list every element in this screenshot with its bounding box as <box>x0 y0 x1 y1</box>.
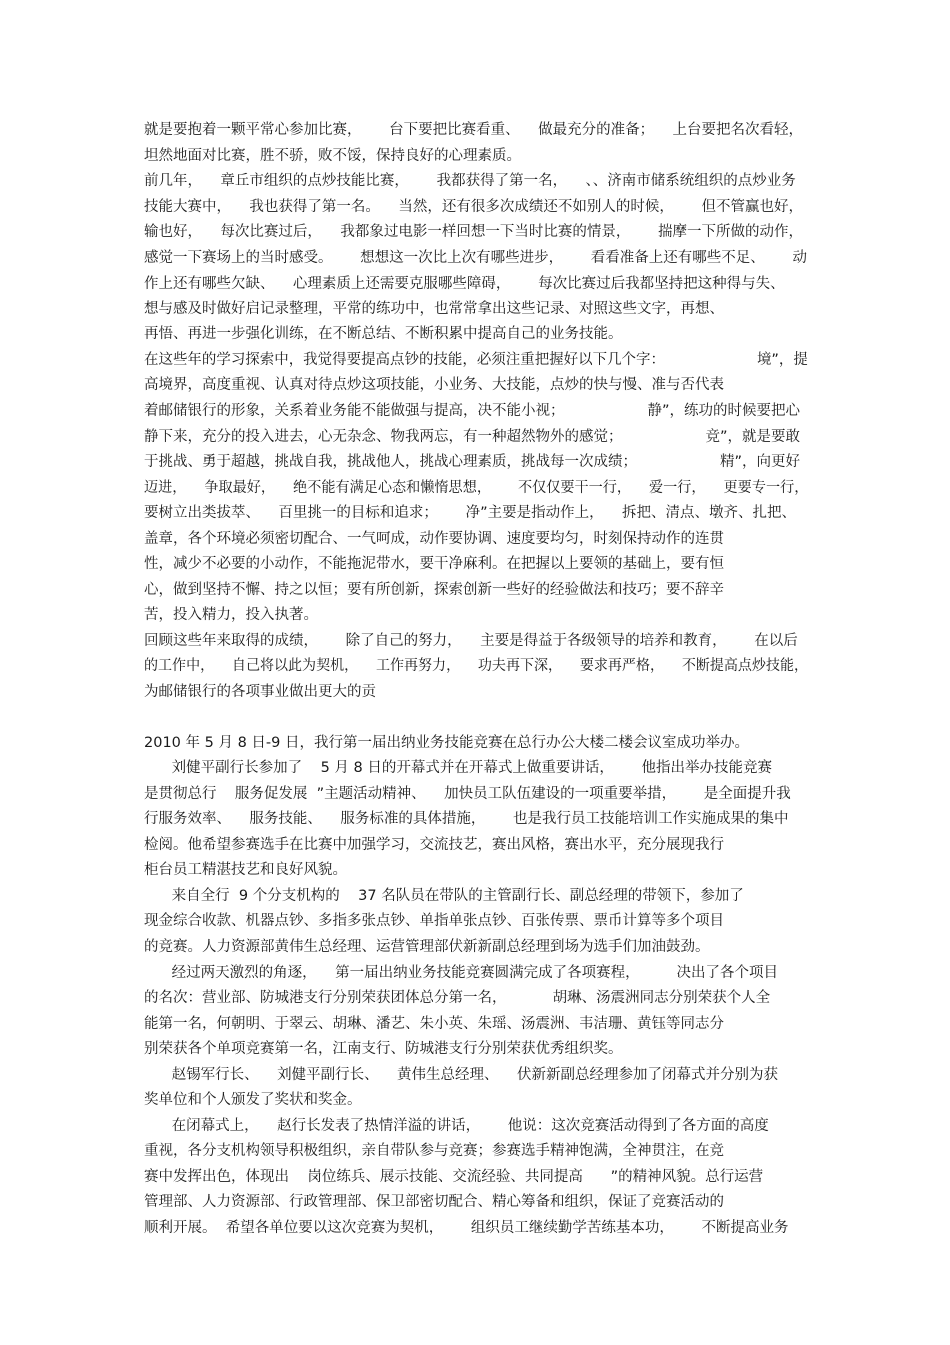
text-line: 在这些年的学习探索中，我觉得要提高点钞的技能，必须注重把握好以下几个字： 境”，提 <box>144 352 808 368</box>
text-line: 在闭幕式上， 赵行长发表了热情洋溢的讲话， 他说：这次竞赛活动得到了各方面的高度 <box>144 1118 769 1134</box>
text-line: 性，减少不必要的小动作，不能拖泥带水，要干净麻利。在把握以上要领的基础上，要有恒 <box>144 556 724 572</box>
text-line: 输也好， 每次比赛过后， 我都象过电影一样回想一下当时比赛的情景， 揣摩一下所做的动作， <box>144 224 804 240</box>
text-line: 2010 年 5 月 8 日-9 日，我行第一届出纳业务技能竞赛在总行办公大楼二楼会议室成功举办。 <box>144 735 749 751</box>
text-line: 的名次：营业部、防城港支行分别荣获团体总分第一名， 胡琳、汤震洲同志分别荣获个人全 <box>144 990 771 1006</box>
text-line: 高境界，高度重视、认真对待点炒这项技能，小业务、大技能，点炒的快与慢、准与否代表 <box>144 377 724 393</box>
text-line: 就是要抱着一颗平常心参加比赛， 台下要把比赛看重、 做最充分的准备； 上台要把名次看轻， <box>144 122 804 138</box>
text-line: 现金综合收款、机器点钞、多指多张点钞、单指单张点钞、百张传票、票币计算等多个项目 <box>144 913 724 929</box>
text-line: 苦，投入精力，投入执著。 <box>144 607 318 623</box>
text-line: 赵锡军行长、 刘健平副行长、 黄伟生总经理、 伏新新副总经理参加了闭幕式并分别为获 <box>144 1067 778 1083</box>
text-line: 着邮储银行的形象，关系着业务能不能做强与提高，决不能小视； 静”，练功的时候要把心 <box>144 403 800 419</box>
text-line: 要树立出类拔萃、 百里挑一的目标和追求； 净”主要是指动作上， 拆把、清点、墩齐、扎把、 <box>144 505 797 521</box>
text-line: 的工作中， 自己将以此为契机， 工作再努力， 功夫再下深， 要求再严格， 不断提高点炒技能， <box>144 658 809 674</box>
text-line: 前几年， 章丘市组织的点炒技能比赛， 我都获得了第一名， 、、济南市储系统组织的点炒业务 <box>144 173 796 189</box>
text-line: 奖单位和个人颁发了奖状和奖金。 <box>144 1092 362 1108</box>
text-line: 顺利开展。 希望各单位要以这次竞赛为契机， 组织员工继续勤学苦练基本功， 不断提高业务 <box>144 1220 789 1236</box>
text-line: 为邮储银行的各项事业做出更大的贡 <box>144 684 376 700</box>
text-line: 回顾这些年来取得的成绩， 除了自己的努力， 主要是得益于各级领导的培养和教育， 在以后 <box>144 633 798 649</box>
text-line: 的竞赛。人力资源部黄伟生总经理、运营管理部伏新新副总经理到场为选手们加油鼓劲。 <box>144 939 710 955</box>
text-line: 柜台员工精湛技艺和良好风貌。 <box>144 862 347 878</box>
text-line: 经过两天激烈的角逐， 第一届出纳业务技能竞赛圆满完成了各项赛程， 决出了各个项目 <box>144 965 778 981</box>
text-line: 行服务效率、 服务技能、 服务标准的具体措施， 也是我行员工技能培训工作实施成果的集中 <box>144 811 789 827</box>
text-line: 于挑战、勇于超越，挑战自我，挑战他人，挑战心理素质，挑战每一次成绩； 精”，向更好 <box>144 454 800 470</box>
text-line: 再悟、再进一步强化训练，在不断总结、不断积累中提高自己的业务技能。 <box>144 326 623 342</box>
text-line: 能第一名，何朝明、于翠云、胡琳、潘艺、朱小英、朱瑶、汤震洲、韦洁珊、黄钰等同志分 <box>144 1016 724 1032</box>
text-line: 别荣获各个单项竞赛第一名，江南支行、防城港支行分别荣获优秀组织奖。 <box>144 1041 623 1057</box>
text-line: 赛中发挥出色，体现出 岗位练兵、展示技能、交流经验、共同提高 ”的精神风貌。总行运营 <box>144 1169 764 1185</box>
text-line: 管理部、人力资源部、行政管理部、保卫部密切配合、精心筹备和组织，保证了竞赛活动的 <box>144 1194 724 1210</box>
text-line: 迈进， 争取最好， 绝不能有满足心态和懒惰思想， 不仅仅要干一行， 爱一行， 更要专一行， <box>144 480 809 496</box>
text-line: 坦然地面对比赛，胜不骄，败不馁，保持良好的心理素质。 <box>144 148 521 164</box>
text-line: 盖章，各个环境必须密切配合、一气呵成，动作要协调、速度要均匀，时刻保持动作的连贯 <box>144 531 724 547</box>
text-line: 检阅。他希望参赛选手在比赛中加强学习，交流技艺，赛出风格，赛出水平，充分展现我行 <box>144 837 724 853</box>
text-line: 静下来，充分的投入进去，心无杂念、物我两忘，有一种超然物外的感觉； 竞”，就是要敢 <box>144 429 800 445</box>
text-line: 刘健平副行长参加了 5 月 8 日的开幕式并在开幕式上做重要讲话， 他指出举办技能竞赛 <box>144 760 773 776</box>
text-line: 是贯彻总行 服务促发展 ”主题活动精神、 加快员工队伍建设的一项重要举措， 是全面提升我 <box>144 786 791 802</box>
text-line: 想与感及时做好启记录整理，平常的练功中，也常常拿出这些记录、对照这些文字，再想、 <box>144 301 724 317</box>
text-line: 感觉一下赛场上的当时感受。 想想这一次比上次有哪些进步， 看看准备上还有哪些不足、 动 <box>144 250 807 266</box>
text-line: 技能大赛中， 我也获得了第一名。 当然，还有很多次成绩还不如别人的时候， 但不管赢也好， <box>144 199 804 215</box>
text-line: 重视，各分支机构领导积极组织，亲自带队参与竞赛；参赛选手精神饱满，全神贯注，在竞 <box>144 1143 724 1159</box>
text-line: 心，做到坚持不懈、持之以恒；要有所创新，探索创新一些好的经验做法和技巧；要不辞辛 <box>144 582 724 598</box>
text-line: 作上还有哪些欠缺、 心理素质上还需要克服哪些障碍， 每次比赛过后我都坚持把这种得与失、 <box>144 276 785 292</box>
text-line: 来自全行 9 个分支机构的 37 名队员在带队的主管副行长、副总经理的带领下，参加了 <box>144 888 744 904</box>
